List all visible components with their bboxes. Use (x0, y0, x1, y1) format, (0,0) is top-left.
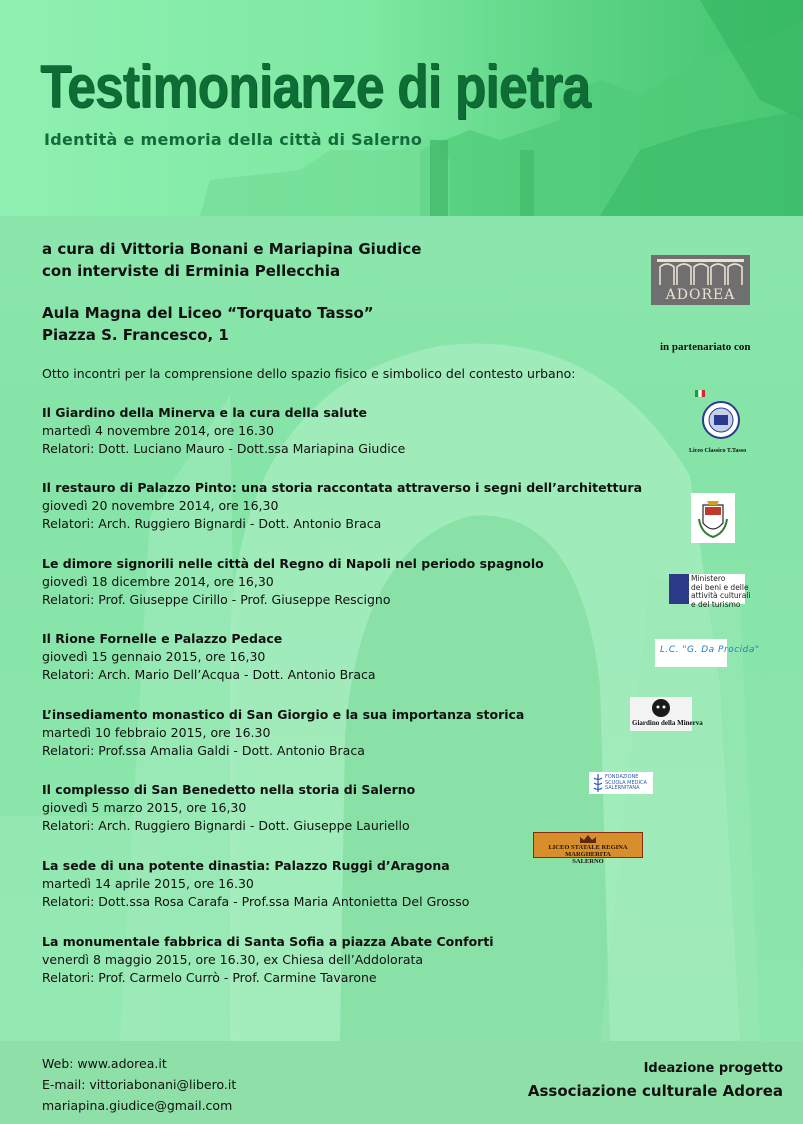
fondazione-line: SALERNITANA (605, 785, 640, 791)
colonnade-icon (657, 259, 744, 285)
partner-label: in partenariato con (660, 341, 751, 353)
event-date: giovedì 18 dicembre 2014, ore 16,30 (42, 574, 274, 589)
event-speakers: Relatori: Prof.ssa Amalia Galdi - Dott. Antonio Braca (42, 743, 365, 758)
comune-salerno-logo (691, 493, 735, 543)
event-item (42, 404, 602, 458)
event-speakers: Relatori: Prof. Carmelo Currò - Prof. Carmine Tavarone (42, 970, 377, 985)
event-speakers: Relatori: Dott.ssa Rosa Carafa - Prof.ssa Maria Antonietta Del Grosso (42, 894, 470, 909)
crown-icon (578, 834, 598, 844)
project-credit (528, 1061, 783, 1100)
event-date: martedì 14 aprile 2015, ore 16.30 (42, 876, 254, 891)
event-item (42, 857, 602, 911)
event-item (42, 933, 602, 987)
event-title: La monumentale fabbrica di Santa Sofia a piazza Abate Conforti (42, 934, 494, 949)
mibac-line: e del turismo (691, 599, 741, 609)
credits-block (42, 238, 421, 282)
margherita-line: SALERNO (572, 858, 604, 865)
event-title: Il Giardino della Minerva e la cura della salute (42, 405, 367, 420)
event-date: giovedì 5 marzo 2015, ore 16,30 (42, 800, 247, 815)
liceo-da-procida-logo (655, 639, 760, 667)
event-title: Il Rione Fornelle e Palazzo Pedace (42, 631, 283, 646)
page-title: Testimonianze di pietra (40, 53, 590, 120)
fondazione-text (605, 775, 647, 792)
mibac-text (691, 575, 751, 609)
event-speakers: Relatori: Prof. Giuseppe Cirillo - Prof. Giuseppe Rescigno (42, 592, 391, 607)
mibac-mark-icon (669, 574, 689, 604)
event-item (42, 781, 602, 835)
fondazione-scuola-medica-logo (589, 772, 653, 794)
event-date: venerdì 8 maggio 2015, ore 16.30, ex Chiesa dell’Addolorata (42, 952, 424, 967)
liceo-da-procida-text: L.C. "G. Da Procida" (660, 645, 760, 655)
event-speakers: Relatori: Arch. Mario Dell’Acqua - Dott. Antonio Braca (42, 667, 376, 682)
mibac-logo (669, 574, 751, 609)
event-item (42, 555, 602, 609)
margherita-line: LICEO STATALE REGINA MARGHERITA (548, 844, 628, 858)
event-date: martedì 10 febbraio 2015, ore 16.30 (42, 725, 271, 740)
fondazione-line: SCUOLA MEDICA (605, 779, 647, 786)
curators-line: a cura di Vittoria Bonani e Mariapina Giudice (42, 240, 422, 258)
caduceus-icon (591, 772, 605, 794)
event-title: La sede di una potente dinastia: Palazzo Ruggi d’Aragona (42, 858, 450, 873)
event-title: L’insediamento monastico di San Giorgio e la sua importanza storica (42, 707, 525, 722)
event-speakers: Relatori: Arch. Ruggiero Bignardi - Dott. Giuseppe Lauriello (42, 818, 410, 833)
mibac-line: dei beni e delle (691, 582, 749, 592)
venue-name: Aula Magna del Liceo “Torquato Tasso” (42, 304, 374, 322)
venue-address: Piazza S. Francesco, 1 (42, 326, 229, 344)
mibac-line: Ministero (691, 574, 726, 583)
fondazione-line: FONDAZIONE (605, 774, 639, 780)
giardino-text: Giardino della Minerva (632, 719, 703, 727)
liceo-margherita-logo (533, 832, 643, 865)
event-speakers: Relatori: Arch. Ruggiero Bignardi - Dott. Antonio Braca (42, 516, 382, 531)
event-item (42, 630, 602, 684)
email-link[interactable]: E-mail: vittoriabonani@libero.it (42, 1077, 237, 1092)
tasso-caption: Liceo Classico T.Tasso (689, 448, 747, 454)
adorea-logo (651, 255, 750, 305)
event-date: giovedì 15 gennaio 2015, ore 16,30 (42, 649, 266, 664)
coat-of-arms-icon (691, 493, 735, 543)
contacts-block (42, 1053, 236, 1116)
adorea-wordmark: ADOREA (665, 287, 736, 303)
event-title: Il complesso di San Benedetto nella storia di Salerno (42, 782, 416, 797)
event-date: giovedì 20 novembre 2014, ore 16,30 (42, 498, 279, 513)
giardino-minerva-logo (630, 697, 703, 731)
margherita-text (536, 844, 640, 865)
mibac-line: attività culturali (691, 591, 751, 600)
liceo-tasso-logo (689, 388, 747, 454)
intro-text: Otto incontri per la comprensione dello spazio fisico e simbolico del contesto urbano: (42, 366, 576, 381)
header-band (0, 0, 803, 216)
email-link[interactable]: mariapina.giudice@gmail.com (42, 1098, 233, 1113)
school-seal-icon (691, 388, 741, 446)
event-title: Le dimore signorili nelle città del Regno di Napoli nel periodo spagnolo (42, 556, 544, 571)
page-subtitle: Identità e memoria della città di Salerno (44, 130, 423, 149)
event-date: martedì 4 novembre 2014, ore 16.30 (42, 423, 274, 438)
event-title: Il restauro di Palazzo Pinto: una storia raccontata attraverso i segni dell’architettura (42, 480, 643, 495)
footer (0, 1041, 803, 1124)
ideazione-label: Ideazione progetto (643, 1061, 783, 1076)
event-item (42, 706, 602, 760)
minerva-head-icon (630, 697, 692, 719)
association-name: Associazione culturale Adorea (527, 1082, 783, 1100)
event-speakers: Relatori: Dott. Luciano Mauro - Dott.ssa Mariapina Giudice (42, 441, 406, 456)
web-link[interactable]: Web: www.adorea.it (42, 1056, 167, 1071)
venue-block (42, 302, 374, 346)
interviews-line: con interviste di Erminia Pellecchia (42, 262, 341, 280)
event-item (42, 479, 643, 533)
